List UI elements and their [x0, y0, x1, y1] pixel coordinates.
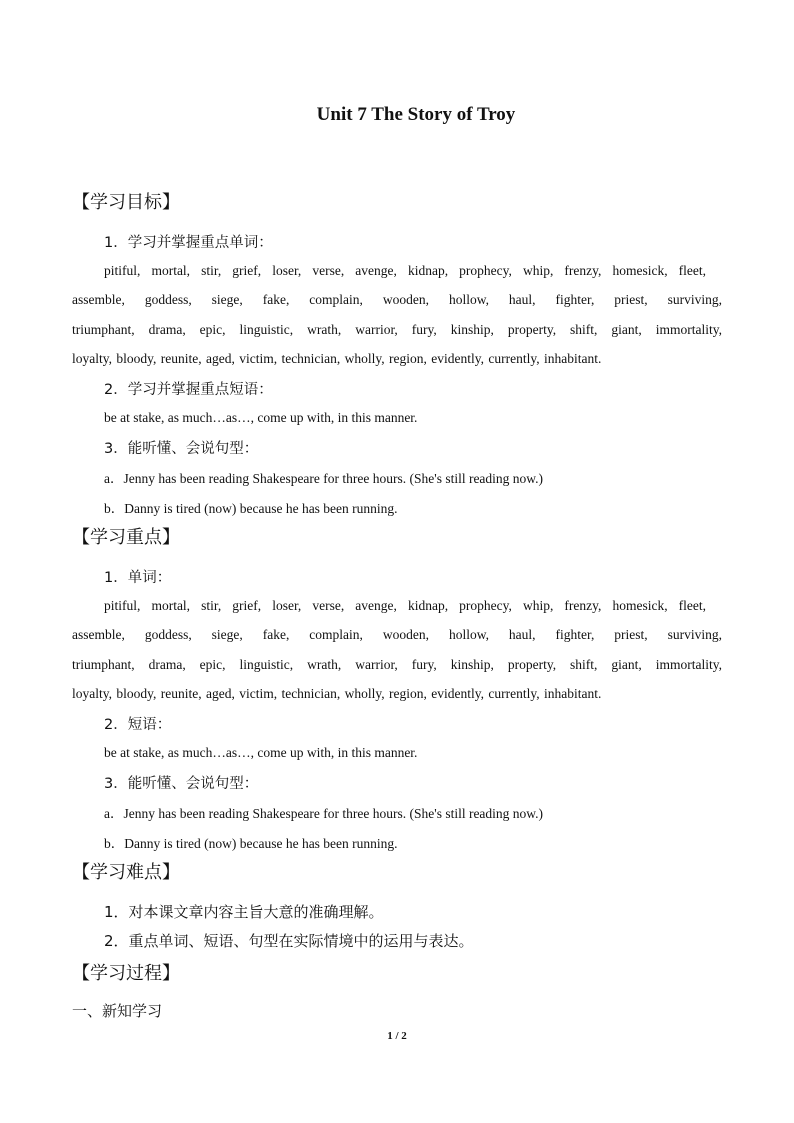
difficulties-item-1: 1．对本课文章内容主旨大意的准确理解。 [104, 903, 384, 921]
page-title: Unit 7 The Story of Troy [316, 104, 516, 125]
difficulties-item-2: 2．重点单词、短语、句型在实际情境中的运用与表达。 [104, 932, 474, 950]
objectives-phrases: be at stake, as much…as…, come up with, in this manner. [104, 410, 418, 425]
process-heading: 【学习过程】 [72, 963, 180, 984]
process-section-1: 一、新知学习 [72, 1002, 163, 1020]
objectives-item-3: 3．能听懂、会说句型： [104, 441, 259, 457]
key-points-words-line-3: triumphant, drama, epic, linguistic, wrath, warrior, fury, kinship, property, shift, giant, immortality, [72, 657, 722, 672]
page-number: 1 / 2 [387, 1030, 407, 1042]
difficulties-heading: 【学习难点】 [72, 862, 180, 883]
objectives-words-line-1: pitiful, mortal, stir, grief, loser, verse, avenge, kidnap, prophecy, whip, frenzy, homesick, fleet, [104, 263, 706, 278]
objectives-words-line-3: triumphant, drama, epic, linguistic, wrath, warrior, fury, kinship, property, shift, giant, immortality, [72, 322, 722, 337]
objectives-words-line-2: assemble, goddess, siege, fake, complain, wooden, hollow, haul, fighter, priest, surviving, [72, 292, 722, 307]
key-points-words-line-1: pitiful, mortal, stir, grief, loser, verse, avenge, kidnap, prophecy, whip, frenzy, homesick, fleet, [104, 598, 706, 613]
objectives-sentence-a: a．Jenny has been reading Shakespeare for three hours. (She's still reading now.) [104, 471, 544, 486]
key-points-item-1: 1．单词： [104, 570, 172, 586]
objectives-heading: 【学习目标】 [72, 192, 180, 213]
key-points-item-3: 3．能听懂、会说句型： [104, 776, 259, 792]
key-points-heading: 【学习重点】 [72, 527, 180, 548]
objectives-item-1: 1．学习并掌握重点单词： [104, 235, 273, 251]
key-points-sentence-b: b．Danny is tired (now) because he has been running. [104, 836, 398, 851]
key-points-sentence-a: a．Jenny has been reading Shakespeare for three hours. (She's still reading now.) [104, 806, 544, 821]
key-points-phrases: be at stake, as much…as…, come up with, in this manner. [104, 745, 418, 760]
key-points-words-line-4: loyalty, bloody, reunite, aged, victim, technician, wholly, region, evidently, currently, inhabitant. [72, 686, 602, 701]
key-points-words-line-2: assemble, goddess, siege, fake, complain, wooden, hollow, haul, fighter, priest, surviving, [72, 627, 722, 642]
objectives-sentence-b: b．Danny is tired (now) because he has been running. [104, 501, 398, 516]
key-points-item-2: 2．短语： [104, 717, 172, 733]
objectives-item-2: 2．学习并掌握重点短语： [104, 382, 273, 398]
objectives-words-line-4: loyalty, bloody, reunite, aged, victim, technician, wholly, region, evidently, currently, inhabitant. [72, 351, 602, 366]
